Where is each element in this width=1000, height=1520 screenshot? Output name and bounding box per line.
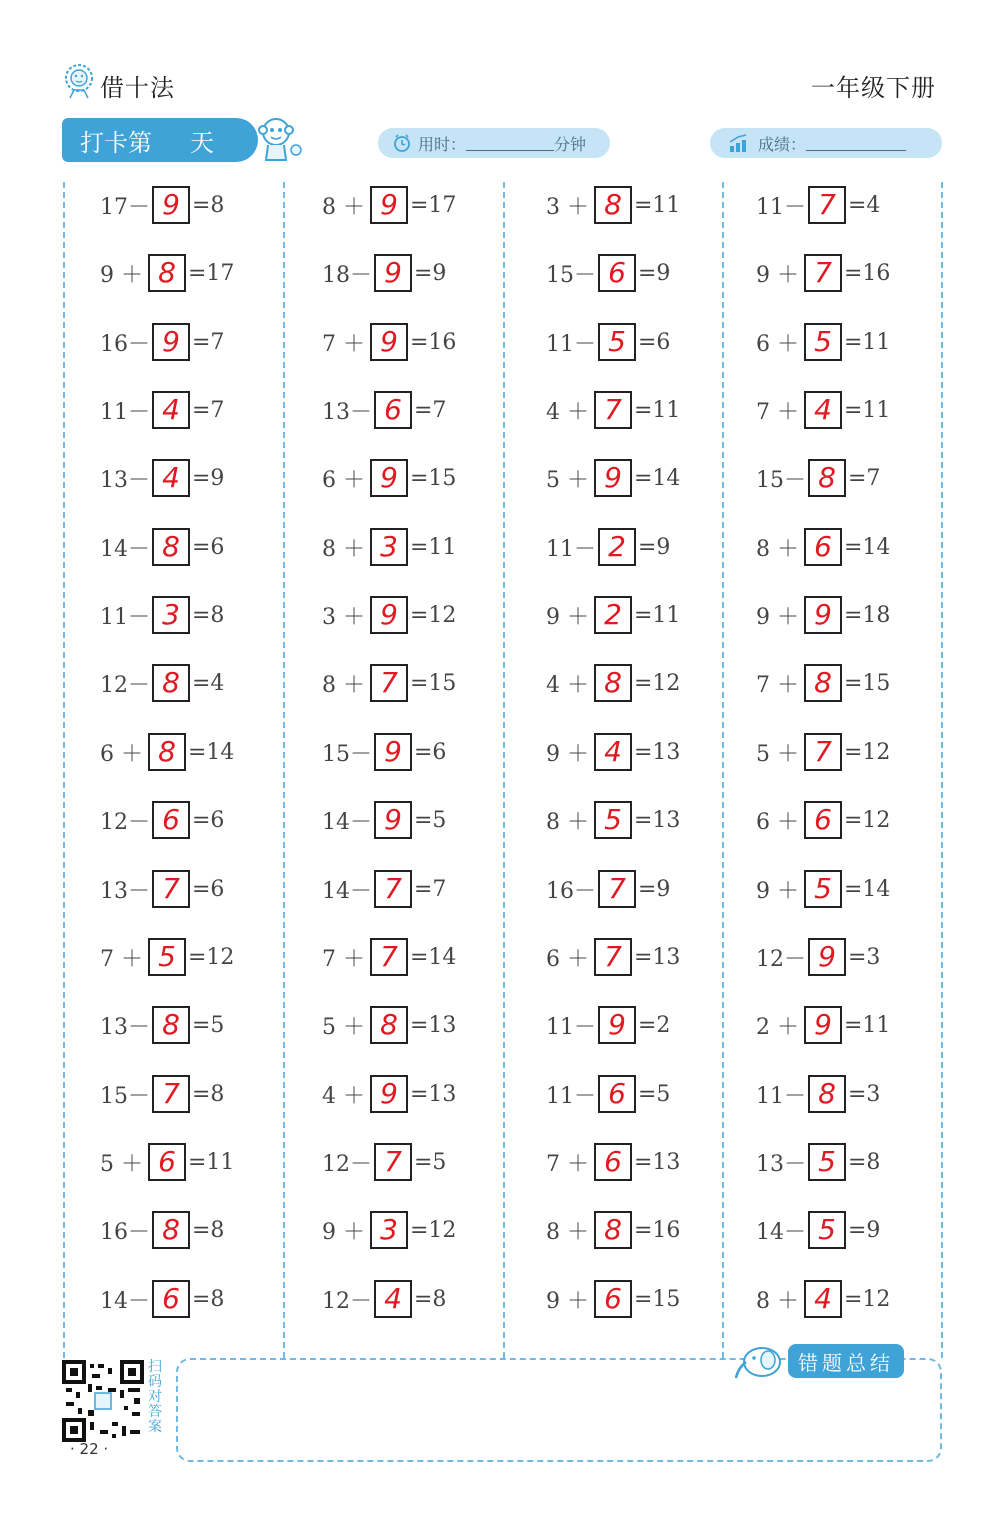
equation-left-side: 16－: [100, 1219, 150, 1245]
equation-row: [756, 1005, 890, 1045]
equation-left-side: 13－: [756, 1151, 806, 1177]
equation-left-side: 4 ＋: [546, 399, 589, 425]
equation-left-side: 9 ＋: [100, 262, 143, 288]
equation-row: [756, 322, 890, 362]
equation-right-side: =14: [188, 739, 235, 765]
equation-row: [322, 869, 446, 909]
answer-box[interactable]: 3: [370, 528, 408, 566]
monkey-mascot-icon: [252, 112, 308, 168]
equation-row: [756, 1210, 880, 1250]
equation-left-side: 13－: [322, 399, 372, 425]
answer-box[interactable]: 5: [808, 1143, 846, 1181]
equation-left-side: 12－: [100, 672, 150, 698]
equation-left-side: 15－: [546, 262, 596, 288]
answer-box[interactable]: 5: [808, 1211, 846, 1249]
equation-right-side: =5: [192, 1012, 225, 1038]
equation-left-side: 16－: [100, 331, 150, 357]
equation-left-side: 8 ＋: [756, 536, 799, 562]
equation-right-side: =3: [848, 944, 881, 970]
equation-row: [100, 800, 224, 840]
equation-right-side: =11: [634, 397, 681, 423]
equation-left-side: 15－: [756, 467, 806, 493]
equation-row: [322, 1142, 446, 1182]
answer-box[interactable]: 7: [370, 664, 408, 702]
page-title: 借十法: [100, 74, 175, 102]
equation-row: [322, 1005, 456, 1045]
equation-right-side: =16: [410, 329, 457, 355]
answer-box[interactable]: 8: [152, 664, 190, 702]
answer-box[interactable]: 7: [804, 254, 842, 292]
equation-row: [322, 527, 456, 567]
answer-box[interactable]: 7: [594, 938, 632, 976]
equation-right-side: =6: [192, 534, 225, 560]
equation-row: [100, 937, 234, 977]
answer-box[interactable]: 7: [152, 870, 190, 908]
equation-right-side: =11: [410, 534, 457, 560]
equation-right-side: =14: [634, 465, 681, 491]
equation-row: [100, 663, 224, 703]
answer-box[interactable]: 8: [594, 1211, 632, 1249]
answer-box[interactable]: 6: [152, 1280, 190, 1318]
mistake-summary-tag: 错题总结: [788, 1344, 904, 1378]
answer-box[interactable]: 4: [804, 391, 842, 429]
equation-right-side: =6: [192, 876, 225, 902]
equation-left-side: 6 ＋: [546, 946, 589, 972]
equation-row: [100, 185, 224, 225]
equation-row: [756, 458, 880, 498]
equation-right-side: =7: [192, 397, 225, 423]
answer-box[interactable]: 7: [808, 186, 846, 224]
lion-logo-icon: [62, 62, 96, 102]
equation-left-side: 12－: [756, 946, 806, 972]
time-unit: 分钟: [554, 134, 587, 154]
equation-left-side: 11－: [756, 194, 806, 220]
answer-box[interactable]: 8: [152, 1211, 190, 1249]
answer-box[interactable]: 8: [594, 664, 632, 702]
equation-row: [100, 1279, 224, 1319]
growth-chart-icon: [728, 133, 752, 153]
equation-left-side: 6 ＋: [322, 467, 365, 493]
answer-box[interactable]: 9: [370, 323, 408, 361]
equation-right-side: =13: [634, 1149, 681, 1175]
answer-box[interactable]: 8: [152, 1006, 190, 1044]
equation-left-side: 17－: [100, 194, 150, 220]
equation-right-side: =3: [848, 1081, 881, 1107]
equation-right-side: =7: [848, 465, 881, 491]
equation-right-side: =8: [192, 1217, 225, 1243]
equation-left-side: 6 ＋: [756, 809, 799, 835]
equation-right-side: =13: [634, 739, 681, 765]
equation-right-side: =13: [410, 1012, 457, 1038]
answer-box[interactable]: 9: [598, 1006, 636, 1044]
equation-row: [322, 937, 456, 977]
equation-right-side: =12: [844, 1286, 891, 1312]
equation-right-side: =14: [844, 534, 891, 560]
equation-right-side: =12: [844, 807, 891, 833]
equation-row: [756, 869, 890, 909]
equation-right-side: =16: [844, 260, 891, 286]
equation-row: [100, 869, 224, 909]
answer-box[interactable]: 6: [152, 801, 190, 839]
equation-right-side: =15: [844, 670, 891, 696]
equation-left-side: 11－: [546, 1083, 596, 1109]
equation-row: [546, 1279, 680, 1319]
answer-box[interactable]: 4: [594, 733, 632, 771]
equation-left-side: 7 ＋: [322, 331, 365, 357]
equation-right-side: =2: [638, 1012, 671, 1038]
equation-left-side: 11－: [546, 331, 596, 357]
equation-right-side: =11: [634, 192, 681, 218]
answer-box[interactable]: 7: [152, 1075, 190, 1113]
elephant-icon: [732, 1340, 788, 1382]
equation-left-side: 11－: [756, 1083, 806, 1109]
qr-code-icon[interactable]: [62, 1360, 144, 1442]
answer-box[interactable]: 8: [370, 1006, 408, 1044]
equation-right-side: =12: [844, 739, 891, 765]
equation-row: [100, 253, 234, 293]
equation-left-side: 16－: [546, 878, 596, 904]
equation-right-side: =15: [634, 1286, 681, 1312]
equation-right-side: =12: [410, 1217, 457, 1243]
equation-row: [100, 1074, 224, 1114]
equation-right-side: =9: [848, 1217, 881, 1243]
equation-right-side: =11: [188, 1149, 235, 1175]
equation-row: [546, 663, 680, 703]
equation-right-side: =8: [192, 192, 225, 218]
answer-box[interactable]: 4: [152, 459, 190, 497]
equation-row: [322, 1210, 456, 1250]
equation-left-side: 12－: [322, 1288, 372, 1314]
answer-box[interactable]: 7: [598, 870, 636, 908]
equation-row: [100, 527, 224, 567]
answer-box[interactable]: 5: [148, 938, 186, 976]
column-divider: [283, 182, 285, 1358]
equation-row: [546, 1074, 670, 1114]
equation-right-side: =6: [414, 739, 447, 765]
equation-right-side: =9: [638, 876, 671, 902]
equation-row: [756, 527, 890, 567]
equation-left-side: 5 ＋: [322, 1014, 365, 1040]
equation-row: [322, 1074, 456, 1114]
equation-left-side: 15－: [322, 741, 372, 767]
equation-right-side: =14: [844, 876, 891, 902]
equation-right-side: =12: [188, 944, 235, 970]
equation-left-side: 14－: [100, 536, 150, 562]
equation-left-side: 13－: [100, 878, 150, 904]
equation-right-side: =12: [410, 602, 457, 628]
equation-row: [756, 185, 880, 225]
equation-right-side: =8: [192, 1286, 225, 1312]
equation-row: [756, 595, 890, 635]
answer-box[interactable]: 2: [598, 528, 636, 566]
equation-row: [756, 937, 880, 977]
equation-row: [546, 527, 670, 567]
answer-box[interactable]: 8: [594, 186, 632, 224]
equation-row: [546, 253, 670, 293]
equation-row: [100, 458, 224, 498]
equation-row: [322, 458, 456, 498]
equation-row: [756, 732, 890, 772]
answer-box[interactable]: 5: [804, 870, 842, 908]
equation-row: [546, 732, 680, 772]
answer-box[interactable]: 8: [148, 254, 186, 292]
answer-box[interactable]: 6: [594, 1143, 632, 1181]
column-divider: [63, 182, 65, 1358]
equation-right-side: =7: [414, 876, 447, 902]
equation-right-side: =8: [848, 1149, 881, 1175]
equation-row: [100, 732, 234, 772]
equation-left-side: 11－: [100, 399, 150, 425]
equation-right-side: =9: [414, 260, 447, 286]
equation-left-side: 9 ＋: [322, 1219, 365, 1245]
equation-right-side: =13: [634, 944, 681, 970]
equation-row: [546, 390, 680, 430]
equation-left-side: 13－: [100, 467, 150, 493]
equation-right-side: =9: [192, 465, 225, 491]
equation-right-side: =8: [192, 602, 225, 628]
answer-box[interactable]: 3: [370, 1211, 408, 1249]
answer-box[interactable]: 9: [370, 186, 408, 224]
equation-right-side: =16: [634, 1217, 681, 1243]
equation-left-side: 3 ＋: [546, 194, 589, 220]
answer-box[interactable]: 8: [808, 1075, 846, 1113]
equation-right-side: =14: [410, 944, 457, 970]
equation-left-side: 5 ＋: [756, 741, 799, 767]
equation-left-side: 14－: [322, 878, 372, 904]
answer-box[interactable]: 2: [594, 596, 632, 634]
answer-box[interactable]: 9: [594, 459, 632, 497]
equation-right-side: =11: [844, 397, 891, 423]
answer-box[interactable]: 7: [594, 391, 632, 429]
equation-right-side: =7: [414, 397, 447, 423]
equation-right-side: =18: [844, 602, 891, 628]
equation-left-side: 6 ＋: [756, 331, 799, 357]
equation-row: [100, 1210, 224, 1250]
equation-row: [322, 322, 456, 362]
equation-left-side: 8 ＋: [546, 809, 589, 835]
checkin-prefix: 打卡第: [80, 128, 152, 157]
page-number: · 22 ·: [70, 1440, 109, 1458]
equation-right-side: =13: [634, 807, 681, 833]
equation-right-side: =7: [192, 329, 225, 355]
equation-row: [322, 732, 446, 772]
answer-box[interactable]: 9: [804, 1006, 842, 1044]
equation-left-side: 14－: [322, 809, 372, 835]
equation-row: [546, 800, 680, 840]
equation-right-side: =8: [192, 1081, 225, 1107]
equation-right-side: =15: [410, 465, 457, 491]
checkin-suffix: 天: [190, 128, 214, 157]
equation-left-side: 5 ＋: [546, 467, 589, 493]
answer-box[interactable]: 9: [804, 596, 842, 634]
equation-left-side: 8 ＋: [322, 672, 365, 698]
time-field: [378, 128, 610, 158]
answer-box[interactable]: 6: [374, 391, 412, 429]
time-label: 用时：: [418, 134, 467, 154]
equation-row: [546, 869, 670, 909]
grade-label: 一年级下册: [811, 74, 936, 102]
equation-right-side: =11: [844, 1012, 891, 1038]
equation-right-side: =9: [638, 534, 671, 560]
equation-left-side: 9 ＋: [546, 604, 589, 630]
answer-box[interactable]: 6: [598, 254, 636, 292]
answer-box[interactable]: 6: [598, 1075, 636, 1113]
equation-left-side: 7 ＋: [756, 399, 799, 425]
equation-row: [322, 390, 446, 430]
equation-left-side: 5 ＋: [100, 1151, 143, 1177]
equation-row: [756, 253, 890, 293]
answer-box[interactable]: 5: [594, 801, 632, 839]
answer-box[interactable]: 4: [374, 1280, 412, 1318]
equation-right-side: =13: [410, 1081, 457, 1107]
equation-row: [756, 800, 890, 840]
answer-box[interactable]: 8: [808, 459, 846, 497]
equation-left-side: 8 ＋: [756, 1288, 799, 1314]
equation-row: [322, 253, 446, 293]
column-divider: [722, 182, 724, 1358]
equation-left-side: 9 ＋: [756, 878, 799, 904]
answer-box[interactable]: 6: [804, 528, 842, 566]
equation-row: [322, 800, 446, 840]
answer-box[interactable]: 4: [804, 1280, 842, 1318]
answer-box[interactable]: 9: [374, 254, 412, 292]
equation-left-side: 3 ＋: [322, 604, 365, 630]
equation-left-side: 13－: [100, 1014, 150, 1040]
answer-box[interactable]: 8: [804, 664, 842, 702]
equation-right-side: =17: [410, 192, 457, 218]
equation-left-side: 9 ＋: [546, 741, 589, 767]
score-input[interactable]: [806, 136, 906, 151]
answer-box[interactable]: 5: [598, 323, 636, 361]
answer-box[interactable]: 9: [152, 186, 190, 224]
equation-left-side: 4 ＋: [322, 1083, 365, 1109]
equation-row: [756, 1142, 880, 1182]
answer-box[interactable]: 3: [152, 596, 190, 634]
answer-box[interactable]: 9: [374, 733, 412, 771]
equation-row: [756, 390, 890, 430]
checkin-banner: [62, 118, 258, 162]
equation-row: [100, 390, 224, 430]
score-field: [710, 128, 942, 158]
equation-left-side: 18－: [322, 262, 372, 288]
equation-right-side: =8: [414, 1286, 447, 1312]
column-divider: [941, 182, 943, 1358]
equation-left-side: 7 ＋: [100, 946, 143, 972]
answer-box[interactable]: 7: [804, 733, 842, 771]
equation-right-side: =4: [848, 192, 881, 218]
equation-row: [322, 1279, 446, 1319]
equation-left-side: 6 ＋: [100, 741, 143, 767]
equation-left-side: 7 ＋: [756, 672, 799, 698]
answer-box[interactable]: 7: [374, 1143, 412, 1181]
equation-right-side: =4: [192, 670, 225, 696]
answer-box[interactable]: 6: [594, 1280, 632, 1318]
equation-left-side: 12－: [100, 809, 150, 835]
answer-box[interactable]: 9: [808, 938, 846, 976]
answer-box[interactable]: 8: [152, 528, 190, 566]
qr-caption: 扫码对答案: [148, 1359, 162, 1435]
equation-row: [546, 937, 680, 977]
equation-row: [100, 1142, 234, 1182]
equation-left-side: 8 ＋: [322, 194, 365, 220]
equation-right-side: =9: [638, 260, 671, 286]
answer-box[interactable]: 9: [152, 323, 190, 361]
equation-row: [322, 185, 456, 225]
equation-row: [756, 1074, 880, 1114]
score-label: 成绩：: [758, 134, 807, 154]
answer-box[interactable]: 7: [370, 938, 408, 976]
equation-row: [100, 1005, 224, 1045]
answer-box[interactable]: 7: [374, 870, 412, 908]
column-divider: [503, 182, 505, 1358]
equation-right-side: =17: [188, 260, 235, 286]
equation-row: [756, 663, 890, 703]
clock-icon: [392, 133, 412, 153]
answer-box[interactable]: 4: [152, 391, 190, 429]
equation-right-side: =5: [638, 1081, 671, 1107]
equation-right-side: =15: [410, 670, 457, 696]
equation-row: [546, 1210, 680, 1250]
time-input[interactable]: [466, 136, 554, 151]
equation-right-side: =6: [638, 329, 671, 355]
equation-left-side: 12－: [322, 1151, 372, 1177]
answer-box[interactable]: 9: [370, 459, 408, 497]
equation-row: [546, 322, 670, 362]
equation-left-side: 8 ＋: [322, 536, 365, 562]
answer-box[interactable]: 9: [374, 801, 412, 839]
equation-left-side: 9 ＋: [756, 262, 799, 288]
equation-left-side: 14－: [100, 1288, 150, 1314]
answer-box[interactable]: 6: [804, 801, 842, 839]
equation-row: [322, 595, 456, 635]
answer-box[interactable]: 9: [370, 1075, 408, 1113]
answer-box[interactable]: 9: [370, 596, 408, 634]
equation-left-side: 2 ＋: [756, 1014, 799, 1040]
equation-row: [546, 1005, 670, 1045]
equation-row: [756, 1279, 890, 1319]
answer-box[interactable]: 6: [148, 1143, 186, 1181]
answer-box[interactable]: 5: [804, 323, 842, 361]
equation-right-side: =11: [844, 329, 891, 355]
equation-row: [100, 322, 224, 362]
equation-row: [100, 595, 224, 635]
equation-left-side: 11－: [546, 536, 596, 562]
equation-left-side: 9 ＋: [546, 1288, 589, 1314]
equation-left-side: 7 ＋: [322, 946, 365, 972]
equation-left-side: 4 ＋: [546, 672, 589, 698]
equation-left-side: 15－: [100, 1083, 150, 1109]
equation-left-side: 7 ＋: [546, 1151, 589, 1177]
equation-right-side: =12: [634, 670, 681, 696]
equation-row: [546, 595, 680, 635]
equation-row: [546, 185, 680, 225]
equation-left-side: 11－: [100, 604, 150, 630]
equation-row: [546, 458, 680, 498]
equation-left-side: 14－: [756, 1219, 806, 1245]
equation-right-side: =11: [634, 602, 681, 628]
equation-right-side: =5: [414, 1149, 447, 1175]
equation-left-side: 9 ＋: [756, 604, 799, 630]
answer-box[interactable]: 8: [148, 733, 186, 771]
equation-left-side: 11－: [546, 1014, 596, 1040]
equation-left-side: 8 ＋: [546, 1219, 589, 1245]
equation-row: [546, 1142, 680, 1182]
equation-row: [322, 663, 456, 703]
equation-right-side: =6: [192, 807, 225, 833]
equation-right-side: =5: [414, 807, 447, 833]
